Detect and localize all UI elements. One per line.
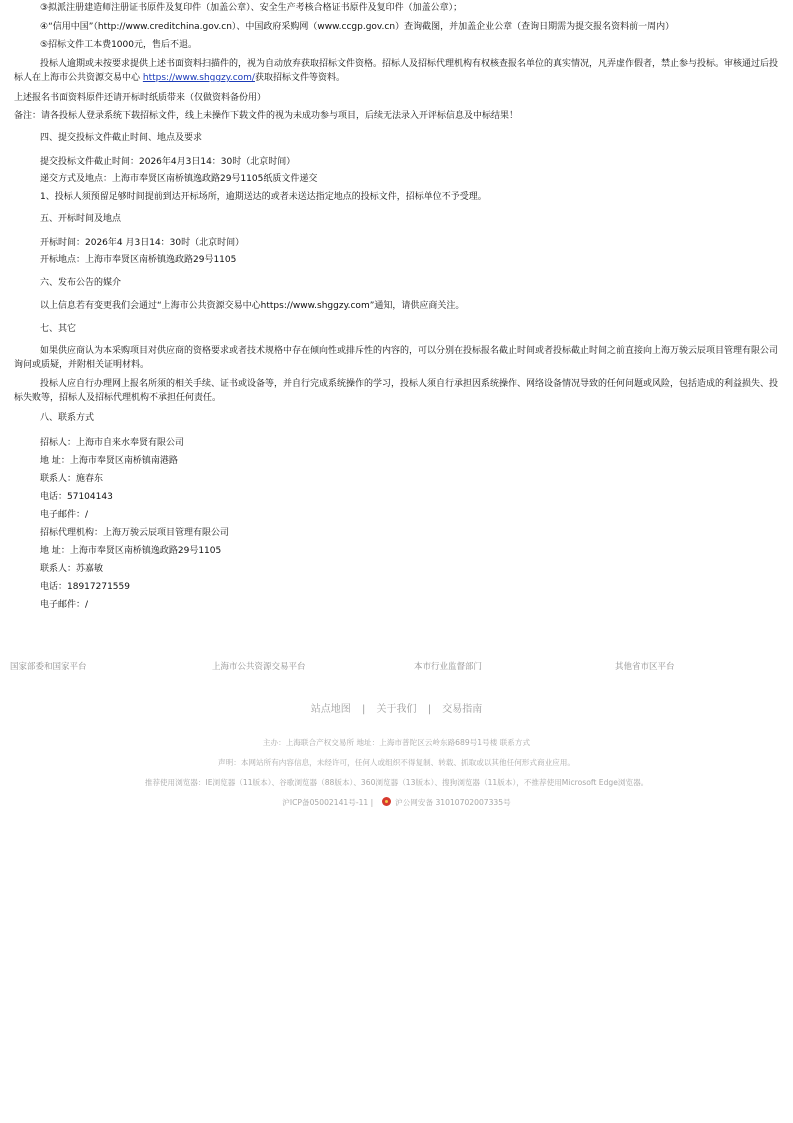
- footer-link-industry[interactable]: 本市行业监督部门: [414, 662, 483, 672]
- contact-line: 联系人：施春东: [40, 473, 104, 484]
- section-7-title: 七、其它: [40, 323, 77, 334]
- submission-text: 投标人逾期或未按要求提供上述书面资料扫描件的，视为自动放弃获取招标文件资格。招标人及招标代理机构有权核查报名单位的真实情况，凡弄虚作假者，禁止参与投标。审核通过后投标人在上海市公共资源交易中心: [14, 59, 779, 83]
- section-5-title: 五、开标时间及地点: [40, 214, 122, 224]
- submission-text-end: 获取招标文件等资料。: [254, 73, 345, 83]
- footer-nav: [0, 700, 793, 715]
- shggzy-link[interactable]: https://www.shggzy.com/: [142, 73, 255, 83]
- footer-platform-links: [0, 657, 793, 677]
- contact-line: 地 址：上海市奉贤区南桥镇南港路: [40, 455, 178, 466]
- contact-line: 电话：57104143: [40, 491, 113, 502]
- police-record[interactable]: 沪公网安备 31010702007335号: [395, 798, 511, 807]
- about-us-link[interactable]: 关于我们: [376, 704, 417, 715]
- contact-block: [14, 434, 779, 614]
- contact-line: 电话：18917271559: [40, 581, 130, 592]
- challenge-paragraph: 如果供应商认为本采购项目对供应商的资格要求或者技术规格中存在倾向性或排斥性的内容的，可以分别在投标报名截止时间或者投标截止时间之前直接向上海万骏云辰项目管理有限公司询问或质疑，并附相关证明材料。: [14, 346, 779, 370]
- contact-line: 招标代理机构：上海万骏云辰项目管理有限公司: [40, 527, 230, 538]
- contact-line: 电子邮件：/: [40, 599, 89, 610]
- divider: |: [370, 798, 376, 807]
- submission-paragraph: [14, 57, 779, 85]
- opening-time-line: 开标时间：2026年4 月3日14：30时（北京时间）: [40, 237, 245, 248]
- requirement-item-3: ③拟派注册建造师注册证书原件及复印件（加盖公章）、安全生产考核合格证书原件及复印件（加盖公章）；: [40, 3, 463, 13]
- contact-line: 电子邮件：/: [40, 509, 89, 520]
- police-badge-icon: [382, 797, 391, 806]
- contact-line: 招标人：上海市自来水奉贤有限公司: [40, 437, 185, 448]
- statement-line: 声明：本网站所有内容信息，未经许可，任何人或组织不得复制、转载、抓取或以其他任何形式商业应用。: [218, 758, 575, 767]
- trading-guide-link[interactable]: 交易指南: [442, 704, 483, 715]
- footer-info: [0, 733, 793, 813]
- opening-place-line: 开标地点：上海市奉贤区南桥镇逸政路29号1105: [40, 255, 237, 265]
- browser-line: 推荐使用浏览器：IE浏览器（11版本）、谷歌浏览器（88版本）、360浏览器（13版本）、搜狗浏览器（11版本），不推荐使用Microsoft Edge浏览器。: [144, 778, 649, 787]
- section-4-title: 四、提交投标文件截止时间、地点及要求: [40, 133, 203, 143]
- deadline-line: 提交投标文件截止时间：2026年4月3日14：30时（北京时间）: [40, 156, 296, 167]
- delivery-line: 递交方式及地点：上海市奉贤区南桥镇逸政路29号1105纸质文件递交: [40, 174, 318, 184]
- nav-divider: |: [361, 704, 366, 715]
- nav-divider: |: [427, 704, 432, 715]
- requirement-item-4: ④“信用中国”（http://www.creditchina.gov.cn）、中国政府采购网（www.ccgp.gov.cn）查询截图，并加盖企业公章（查询日期需为提交报名资料前一周内）: [40, 21, 675, 32]
- contact-line: 联系人：苏嘉敏: [40, 563, 104, 574]
- requirement-item-5: ⑤招标文件工本费1000元，售后不退。: [40, 39, 197, 50]
- footer-link-other-provinces[interactable]: 其他省市区平台: [615, 662, 675, 672]
- responsibility-paragraph: 投标人应自行办理网上报名所须的相关手续、证书或设备等，并自行完成系统操作的学习，投标人须自行承担因系统操作、网络设备情况导致的任何问题或风险，包括造成的利益损失、投标失败等，招标人及招标代理机构不承担任何责任。: [14, 379, 779, 403]
- sponsor-line: 主办：上海联合产权交易所 地址：上海市普陀区云岭东路689号1号楼 联系方式: [262, 738, 531, 747]
- section-8-title: 八、联系方式: [40, 413, 95, 423]
- download-remark: 备注：请各投标人登录系统下载招标文件，线上未操作下载文件的视为未成功参与项目，后续无法录入开评标信息及中标结果！: [14, 110, 519, 121]
- icp-number[interactable]: 沪ICP备05002141号-11: [282, 798, 369, 807]
- registration-line: [0, 793, 793, 813]
- backup-note: 上述报名书面资料原件还请开标时纸质带来（仅做资料备份用）: [14, 93, 267, 103]
- contact-line: 地 址：上海市奉贤区南桥镇逸政路29号1105: [40, 545, 222, 556]
- site-footer: [0, 657, 793, 813]
- footer-link-shanghai[interactable]: 上海市公共资源交易平台: [212, 662, 306, 672]
- media-line: 以上信息若有变更我们会通过“上海市公共资源交易中心https://www.shggzy.com”通知，请供应商关注。: [40, 301, 465, 311]
- late-submission-line: 1、投标人须预留足够时间提前到达开标场所，逾期送达的或者未送达指定地点的投标文件，招标单位不予受理。: [40, 191, 487, 202]
- site-map-link[interactable]: 站点地图: [310, 704, 351, 715]
- announcement-body: [14, 0, 779, 614]
- section-6-title: 六、发布公告的媒介: [40, 277, 122, 288]
- footer-link-national[interactable]: 国家部委和国家平台: [10, 662, 87, 672]
